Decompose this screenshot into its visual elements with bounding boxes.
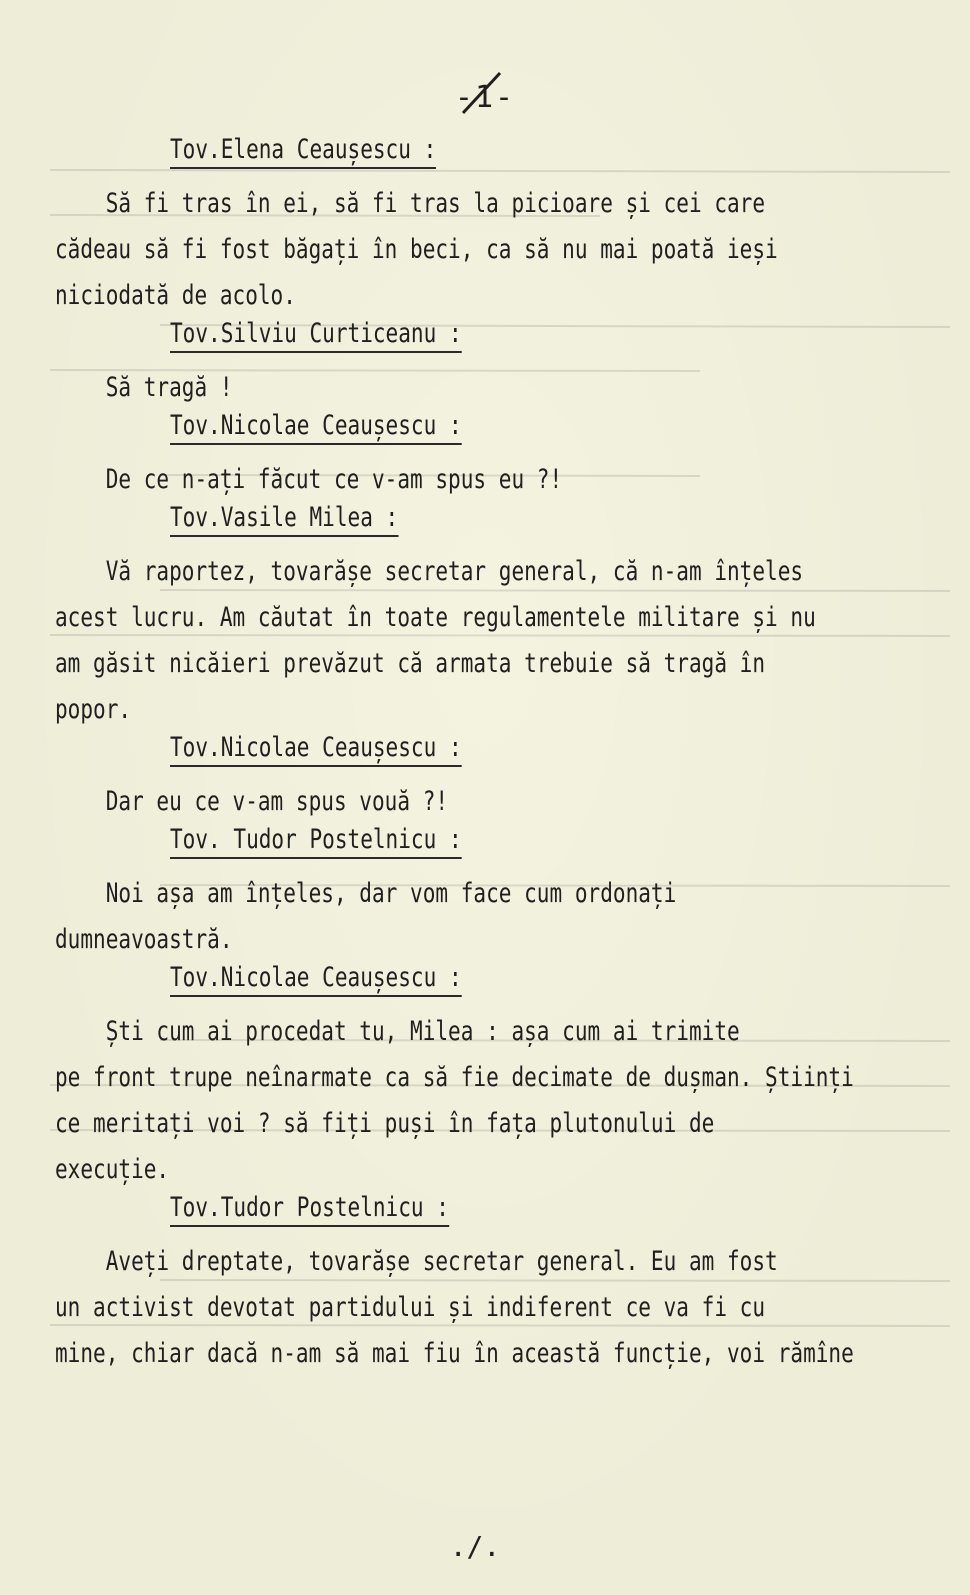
speaker-name: Tov.Nicolae Ceaușescu :: [170, 963, 462, 997]
speech-line: Ști cum ai procedat tu, Milea : așa cum ai trimite: [55, 1016, 740, 1047]
page-number: -1-: [454, 80, 516, 115]
dialogue-entry: [55, 825, 955, 963]
dialogue-entry: [55, 411, 955, 503]
speech-line: De ce n-ați făcut ce v-am spus eu ?!: [55, 464, 563, 495]
speech-line: am găsit nicăieri prevăzut că armata trebuie să tragă în: [55, 648, 766, 679]
speech-line: pe front trupe neînarmate ca să fie decimate de dușman. Științi: [55, 1062, 854, 1093]
dialogue-entry: [55, 503, 955, 733]
speech-line: ce meritați voi ? să fiți puși în fața plutonului de: [55, 1108, 715, 1139]
speaker-name: Tov.Nicolae Ceaușescu :: [170, 411, 462, 445]
speech-line: acest lucru. Am căutat în toate regulamentele militare și nu: [55, 602, 816, 633]
speech-line: Să tragă !: [55, 372, 233, 403]
speaker-name: Tov.Nicolae Ceaușescu :: [170, 733, 462, 767]
speech-line: execuție.: [55, 1154, 170, 1185]
dialogue-entry: [55, 733, 955, 825]
speaker-name: Tov.Tudor Postelnicu :: [170, 1193, 449, 1227]
speech-line: Să fi tras în ei, să fi tras la picioare și cei care: [55, 188, 766, 219]
page-number-strike-mark: [458, 68, 508, 118]
transcript-body: [55, 135, 955, 1377]
speaker-name: Tov.Silviu Curticeanu :: [170, 319, 462, 353]
speech-line: Vă raportez, tovarășe secretar general, că n-am înțeles: [55, 556, 804, 587]
speech-line: niciodată de acolo.: [55, 280, 296, 311]
speech-line: Aveți dreptate, tovarășe secretar general. Eu am fost: [55, 1246, 778, 1277]
speech-line: Noi așa am înțeles, dar vom face cum ordonați: [55, 878, 677, 909]
dialogue-entry: [55, 1193, 955, 1377]
speech-line: un activist devotat partidului și indiferent ce va fi cu: [55, 1292, 766, 1323]
speech-line: cădeau să fi fost băgați în beci, ca să nu mai poată ieși: [55, 234, 778, 265]
speaker-name: Tov.Vasile Milea :: [170, 503, 398, 537]
dialogue-entry: [55, 319, 955, 411]
continuation-mark: ./.: [449, 1530, 501, 1563]
speech-line: dumneavoastră.: [55, 924, 233, 955]
speaker-name: Tov.Elena Ceaușescu :: [170, 135, 436, 169]
speech-line: Dar eu ce v-am spus vouă ?!: [55, 786, 449, 817]
speech-line: mine, chiar dacă n-am să mai fiu în această funcție, voi rămîne: [55, 1338, 854, 1369]
dialogue-entry: [55, 135, 955, 319]
speaker-name: Tov. Tudor Postelnicu :: [170, 825, 462, 859]
dialogue-entry: [55, 963, 955, 1193]
speech-line: popor.: [55, 694, 132, 725]
